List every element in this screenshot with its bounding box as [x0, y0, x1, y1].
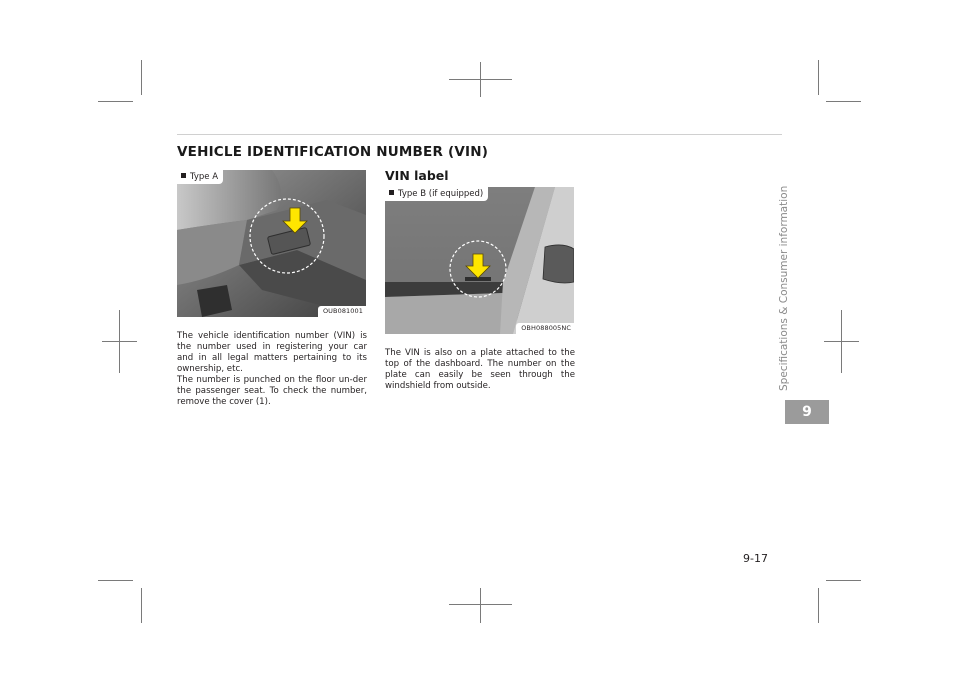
crop-mark — [826, 580, 861, 581]
crop-mark — [98, 580, 133, 581]
page-title: VEHICLE IDENTIFICATION NUMBER (VIN) — [177, 144, 489, 160]
registration-mark — [119, 310, 120, 373]
registration-mark — [480, 588, 481, 623]
figure-type-label: Type A — [177, 170, 223, 184]
paragraph: The VIN is also on a plate attached to the top of the dashboard. The number on the plate can easily be seen through the windshield from outside. — [385, 348, 575, 391]
registration-mark — [480, 62, 481, 97]
figure-type-a — [177, 170, 366, 317]
crop-mark — [141, 588, 142, 623]
figure-code: OUB081001 — [318, 306, 366, 317]
figure-type-b — [385, 187, 574, 334]
chapter-side-label: Specifications & Consumer information — [778, 185, 790, 391]
page-number: 9-17 — [743, 552, 768, 565]
figure-code: OBH088005NC — [516, 323, 574, 334]
crop-mark — [826, 101, 861, 102]
crop-mark — [141, 60, 142, 95]
chapter-number-tab: 9 — [785, 400, 829, 424]
paragraph: The number is punched on the floor un-der the passenger seat. To check the number, remove the cover (1). — [177, 375, 367, 407]
crop-mark — [818, 60, 819, 95]
body-text-left — [177, 331, 367, 408]
registration-mark — [841, 310, 842, 373]
paragraph: The vehicle identification number (VIN) is the number used in registering your car and in all legal matters pertaining to its ownership, etc. — [177, 331, 367, 374]
windshield-illustration — [385, 187, 574, 334]
bullet-square-icon — [181, 173, 186, 178]
section-heading: VIN label — [385, 168, 449, 183]
crop-mark — [98, 101, 133, 102]
figure-type-label: Type B (if equipped) — [385, 187, 488, 201]
body-text-right — [385, 348, 575, 392]
header-rule — [177, 134, 782, 135]
seat-floor-illustration — [177, 170, 366, 317]
crop-mark — [818, 588, 819, 623]
bullet-square-icon — [389, 190, 394, 195]
